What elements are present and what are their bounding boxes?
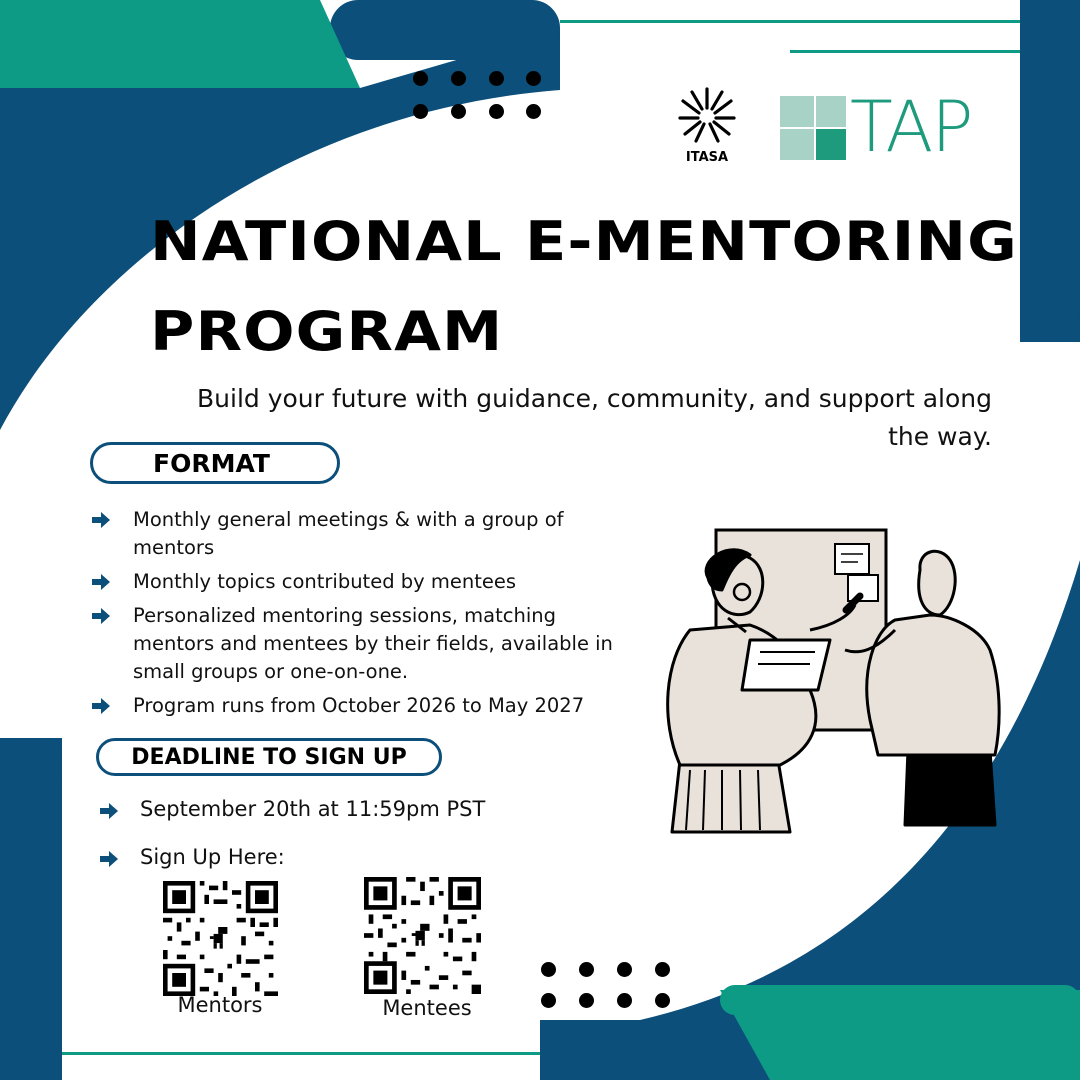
itasa-logo-text: ITASA: [685, 150, 729, 165]
deadline-heading: [96, 738, 442, 776]
qr-code-mentors[interactable]: [158, 876, 283, 1001]
arrow-right-icon: [92, 698, 110, 714]
dot: [541, 962, 556, 977]
deadline-date: [100, 797, 485, 821]
dot: [489, 71, 504, 86]
tagline: Build your future with guidance, community, and support along the way.: [197, 384, 992, 451]
list-item-text: Personalized mentoring sessions, matching mentors and mentees by their fields, available in small groups or one-on-one.: [133, 604, 613, 683]
page-title-line-1: NATIONAL E-MENTORING: [150, 210, 1018, 273]
qr-code-mentees[interactable]: [359, 872, 486, 999]
arrow-right-icon: [100, 851, 118, 867]
dot: [451, 71, 466, 86]
list-item-text: Program runs from October 2026 to May 2027: [133, 694, 585, 717]
list-item-text: Monthly topics contributed by mentees: [133, 570, 517, 593]
dot: [489, 104, 504, 119]
format-heading-label: FORMAT: [153, 448, 270, 478]
signup-label: [100, 845, 285, 869]
mentoring-illustration: [650, 520, 1010, 850]
list-item: [92, 568, 632, 596]
qr-code-icon: [364, 877, 481, 994]
dot: [413, 71, 428, 86]
tap-logo-text: TAP: [850, 86, 972, 168]
format-list: [92, 506, 632, 726]
dot: [526, 71, 541, 86]
itasa-logo: [672, 86, 742, 172]
page-title-line-2: PROGRAM: [150, 300, 504, 363]
list-item: [92, 506, 632, 562]
arrow-right-icon: [100, 803, 118, 819]
arrow-right-icon: [92, 574, 110, 590]
dot: [579, 993, 594, 1008]
sticky-note: [835, 544, 869, 574]
deadline-date-text: September 20th at 11:59pm PST: [140, 797, 486, 821]
dot: [413, 104, 428, 119]
dot: [655, 993, 670, 1008]
signup-label-text: Sign Up Here:: [140, 845, 285, 869]
itasa-burst-icon: [672, 86, 742, 146]
deadline-heading-label: DEADLINE TO SIGN UP: [131, 744, 407, 770]
qr-label-mentors: Mentors: [177, 993, 263, 1017]
list-item-text: Monthly general meetings & with a group of mentors: [133, 508, 564, 559]
format-heading: [90, 442, 340, 484]
tap-logo: [780, 86, 990, 168]
dot: [617, 993, 632, 1008]
dot: [617, 962, 632, 977]
qr-label-mentees: Mentees: [382, 996, 472, 1020]
list-item: [92, 602, 632, 686]
dot: [526, 104, 541, 119]
list-item: [92, 692, 632, 720]
dot: [541, 993, 556, 1008]
dot: [655, 962, 670, 977]
dot: [579, 962, 594, 977]
qr-code-icon: [163, 881, 278, 996]
arrow-right-icon: [92, 512, 110, 528]
arrow-right-icon: [92, 608, 110, 624]
tap-squares-icon: [780, 96, 850, 162]
dot: [451, 104, 466, 119]
